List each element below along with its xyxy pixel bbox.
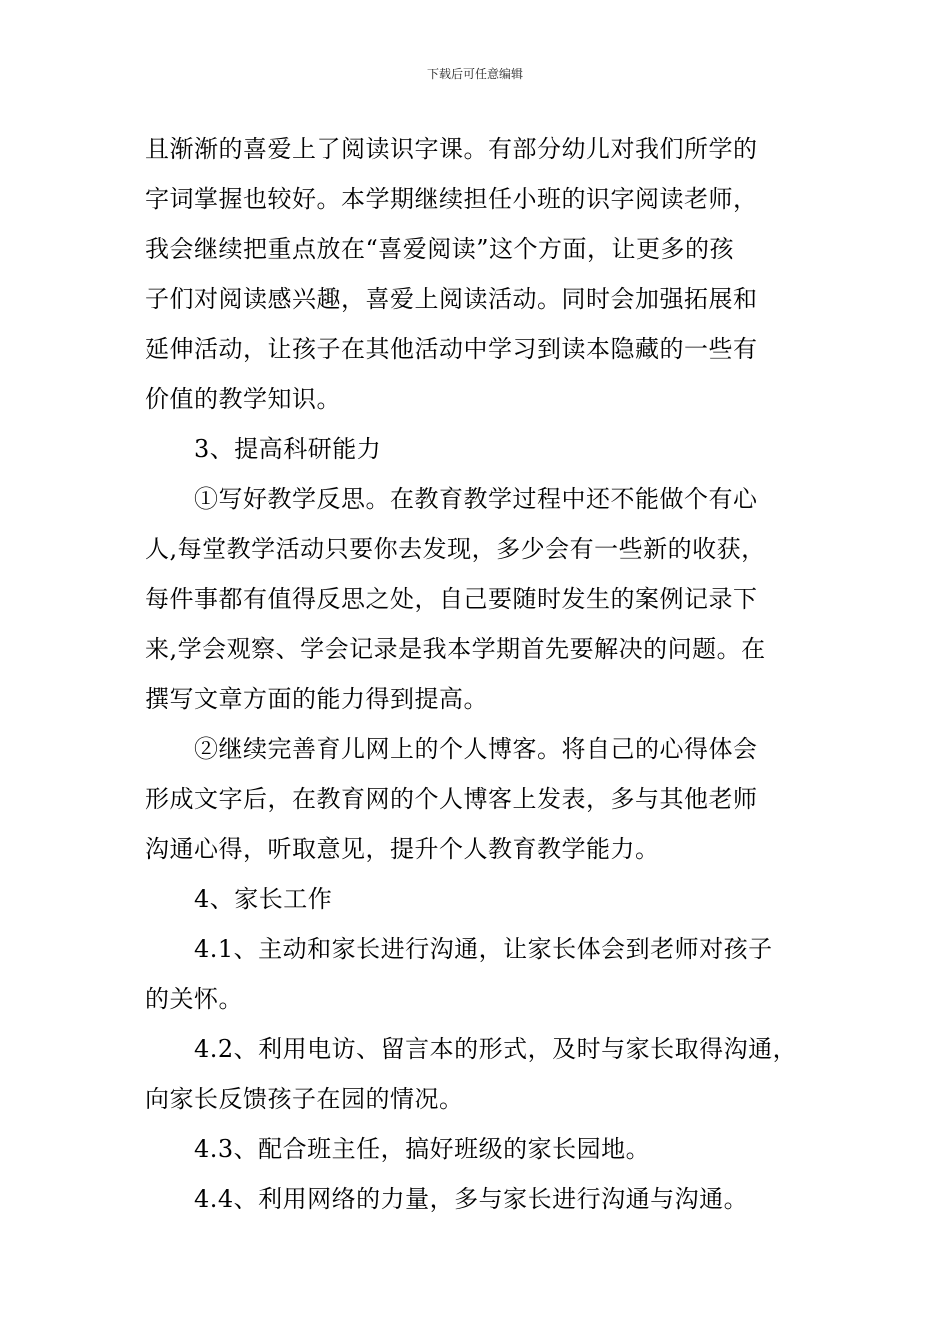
text-line: 字词掌握也较好。本学期继续担任小班的识字阅读老师， bbox=[145, 185, 758, 213]
page-header: 下载后可任意编辑 bbox=[426, 67, 523, 81]
text-line: 来,学会观察、学会记录是我本学期首先要解决的问题。在 bbox=[145, 635, 766, 663]
text-line: 4.3、配合班主任，搞好班级的家长园地。 bbox=[194, 1135, 651, 1163]
text-line: 撰写文章方面的能力得到提高。 bbox=[145, 685, 488, 713]
text-line: 4.4、利用网络的力量，多与家长进行沟通与沟通。 bbox=[194, 1185, 749, 1213]
text-line: 形成文字后，在教育网的个人博客上发表，多与其他老师 bbox=[145, 785, 758, 813]
text-line: 人,每堂教学活动只要你去发现，多少会有一些新的收获， bbox=[145, 535, 766, 563]
text-line: 每件事都有值得反思之处，自己要随时发生的案例记录下 bbox=[145, 585, 758, 613]
section-heading: 4、家长工作 bbox=[194, 885, 333, 913]
text-line: 沟通心得，听取意见，提升个人教育教学能力。 bbox=[145, 835, 660, 863]
text-line: 且渐渐的喜爱上了阅读识字课。有部分幼儿对我们所学的 bbox=[145, 135, 758, 163]
text-line: 4.1、主动和家长进行沟通，让家长体会到老师对孩子 bbox=[194, 935, 773, 963]
text-line: 价值的教学知识。 bbox=[145, 385, 341, 413]
text-line: 子们对阅读感兴趣，喜爱上阅读活动。同时会加强拓展和 bbox=[145, 285, 758, 313]
section-heading: 3、提高科研能力 bbox=[194, 435, 382, 463]
text-line: 的关怀。 bbox=[145, 985, 243, 1013]
text-line: 4.2、利用电访、留言本的形式，及时与家长取得沟通， bbox=[194, 1035, 798, 1063]
text-line: ①写好教学反思。在教育教学过程中还不能做个有心 bbox=[194, 485, 758, 513]
document-body bbox=[145, 124, 810, 1224]
text-line: ②继续完善育儿网上的个人博客。将自己的心得体会 bbox=[194, 735, 758, 763]
text-line: 延伸活动，让孩子在其他活动中学习到读本隐藏的一些有 bbox=[145, 335, 758, 363]
text-line: 向家长反馈孩子在园的情况。 bbox=[145, 1085, 464, 1113]
text-line: 我会继续把重点放在“喜爱阅读”这个方面，让更多的孩 bbox=[145, 235, 735, 263]
